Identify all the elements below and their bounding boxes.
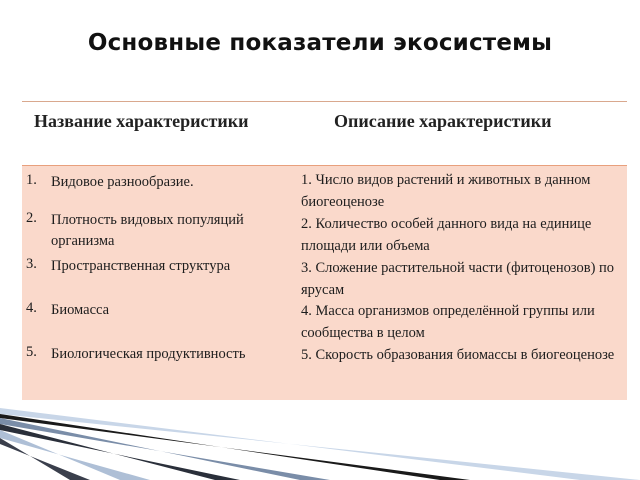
list-item: 5. Биологическая продуктивность [26,344,246,362]
names-column [22,166,292,400]
list-item: 4. Масса организмов определённой группы или сообщества в целом [301,303,595,341]
decorative-stripes [0,380,640,480]
header-description: Описание характеристики [334,111,552,131]
list-item: 2. Количество особей данного вида на единице площади или объема [301,216,592,254]
list-item: 1. Число видов растений и животных в данном биогеоценозе [301,172,591,210]
table-header-row [22,101,627,167]
header-name: Название характеристики [34,111,249,131]
list-item: 4. Биомасса [26,300,110,318]
list-item: 2. Плотность видовых популяций организма [26,210,244,249]
list-item: 3. Пространственная структура [26,256,231,274]
descriptions-column [297,166,627,400]
table-body [22,166,627,400]
list-item: 1. Видовое разнообразие. [26,172,194,190]
list-item: 3. Сложение растительной части (фитоценозов) по ярусам [301,260,615,298]
characteristics-table [22,101,627,400]
slide-title: Основные показатели экосистемы [87,30,553,56]
list-item: 5. Скорость образования биомассы в биогеоценозе [301,347,615,363]
